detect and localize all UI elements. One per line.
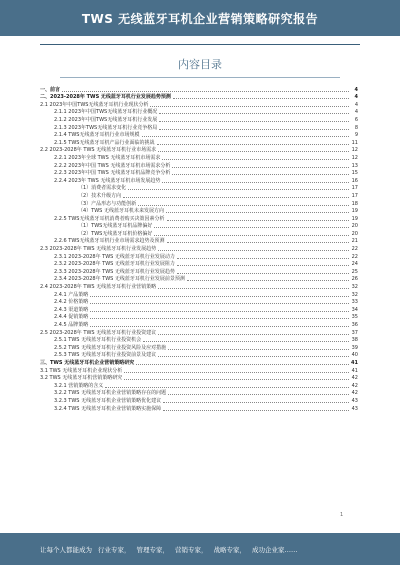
toc-entry-title: 2.4 2023-2028年 TWS 无线蓝牙耳机行业营销策略: [40, 284, 157, 291]
toc-entry[interactable]: [40, 358, 358, 366]
toc-leader-dots: [105, 384, 349, 388]
toc-entry[interactable]: [40, 396, 358, 404]
toc-leader-dots: [172, 164, 349, 168]
toc-entry[interactable]: [40, 404, 358, 412]
toc-leader-dots: [124, 369, 349, 373]
toc-leader-dots: [123, 194, 349, 198]
toc-entry-title: 2.4.5 品牌策略: [54, 322, 89, 328]
toc-leader-dots: [90, 315, 349, 319]
toc-entry-title: 2.3.3 2023-2028年 TWS 无线蓝牙耳机行业发展趋势: [54, 268, 175, 275]
toc-entry-title: （1）TWS无线蓝牙耳机品牌偏好: [78, 223, 153, 230]
toc-entry[interactable]: [40, 328, 358, 336]
toc-entry-title: 2.5.2 TWS 无线蓝牙耳机行业投资风险及应对措施: [54, 344, 167, 351]
footer-role: 成功企业家……: [252, 545, 298, 554]
toc-entry-page: 20: [351, 223, 358, 230]
toc-entry-title: 2.2.4 2023年 TWS 无线蓝牙耳机市场发展趋势: [54, 177, 161, 184]
toc-entry-title: 2.1.4 TWS无线蓝牙耳机行业市场规模: [54, 132, 140, 139]
toc-entry[interactable]: [40, 290, 358, 298]
toc-leader-dots: [159, 118, 349, 122]
toc-leader-dots: [162, 156, 349, 160]
toc-entry[interactable]: [40, 389, 358, 397]
toc-entry-page: 22: [351, 246, 358, 253]
toc-entry-title: 2.5.3 TWS 无线蓝牙耳机行业投资前景及建议: [54, 352, 157, 359]
toc-entry[interactable]: [40, 123, 358, 131]
toc-entry-page: 12: [351, 154, 358, 161]
toc-entry-page: 38: [351, 337, 358, 344]
toc-entry[interactable]: [40, 275, 358, 283]
report-header: [0, 0, 400, 36]
toc-entry-page: 35: [351, 314, 358, 321]
toc-entry-title: 2.2.2 2023年中国 TWS 无线蓝牙耳机市场需求分析: [54, 162, 171, 169]
table-of-contents: [40, 85, 358, 412]
toc-entry-title: 2.2.3 2023年中国 TWS 无线蓝牙耳机品牌竞争分析: [54, 170, 171, 177]
toc-entry-title: 2.1.1 2023年中国TWS无线蓝牙耳机行业概况: [54, 109, 158, 116]
toc-entry[interactable]: [40, 351, 358, 359]
toc-leader-dots: [128, 186, 349, 190]
toc-leader-dots: [158, 148, 349, 152]
page-number: 1: [340, 512, 344, 518]
toc-entry-title: 3.2.4 TWS 无线蓝牙耳机企业营销策略实施保障: [54, 405, 162, 412]
footer-role: 战略专家: [213, 545, 240, 554]
toc-entry-title: 2.2.1 2023年全球 TWS 无线蓝牙耳机市场需求: [54, 154, 161, 161]
footer-separator: ，: [162, 545, 169, 554]
toc-entry-title: 三、TWS 无线蓝牙耳机企业营销策略研究: [40, 359, 135, 366]
toc-leader-dots: [143, 338, 349, 342]
toc-entry[interactable]: [40, 93, 358, 101]
footer-role: 管理专家: [136, 545, 163, 554]
toc-entry[interactable]: [40, 191, 358, 199]
toc-entry-page: 39: [351, 344, 358, 351]
toc-leader-dots: [157, 141, 350, 145]
toc-leader-dots: [124, 376, 349, 380]
toc-leader-dots: [90, 323, 349, 327]
toc-leader-dots: [163, 399, 349, 403]
toc-entry[interactable]: [40, 222, 358, 230]
report-title: TWS 无线蓝牙耳机企业营销策略研究报告: [81, 11, 319, 26]
toc-entry-page: 17: [351, 192, 358, 199]
toc-entry[interactable]: [40, 100, 358, 108]
toc-entry-title: 2.4.4 促销策略: [54, 314, 89, 321]
toc-entry-title: （2）技术升级方向: [78, 192, 122, 199]
toc-leader-dots: [163, 407, 349, 411]
toc-entry-page: 42: [351, 382, 358, 389]
footer-separator: ，: [239, 545, 246, 554]
toc-leader-dots: [162, 179, 349, 183]
toc-entry-title: 一、前言: [40, 86, 61, 93]
toc-entry[interactable]: [40, 85, 358, 93]
toc-entry[interactable]: [40, 298, 358, 306]
toc-entry[interactable]: [40, 115, 358, 123]
toc-leader-dots: [167, 217, 350, 221]
toc-entry-title: （2）TWS无线蓝牙耳机价格偏好: [78, 230, 153, 237]
toc-leader-dots: [166, 209, 349, 213]
toc-leader-dots: [159, 110, 349, 114]
toc-entry-page: 19: [351, 208, 358, 215]
toc-entry-page: 21: [351, 238, 358, 245]
toc-entry-title: 2.4.1 产品策略: [54, 291, 89, 298]
toc-entry[interactable]: [40, 237, 358, 245]
toc-entry-page: 33: [351, 299, 358, 306]
toc-entry-title: （1）消费者需求变化: [78, 185, 127, 192]
toc-entry[interactable]: [40, 366, 358, 374]
toc-entry-page: 36: [351, 322, 358, 328]
toc-leader-dots: [154, 232, 349, 236]
toc-entry-page: 20: [351, 230, 358, 237]
toc-entry-page: 9: [354, 132, 358, 139]
toc-entry-page: 4: [354, 101, 358, 108]
toc-entry-page: 25: [351, 268, 358, 275]
toc-leader-dots: [168, 391, 349, 395]
toc-entry[interactable]: [40, 282, 358, 290]
toc-entry-title: 3.2 TWS 无线蓝牙耳机营销策略研究: [40, 375, 123, 382]
toc-entry-title: 2.2.5 TWS无线蓝牙耳机消费者购买决策因素分析: [54, 215, 165, 222]
toc-leader-dots: [90, 308, 349, 312]
toc-entry-title: 2.3.4 2023-2028年 TWS 无线蓝牙耳机行业发展前景预测: [54, 276, 185, 283]
toc-leader-dots: [158, 247, 349, 251]
toc-leader-dots: [158, 285, 349, 289]
toc-entry-title: 2.1.3 2023年TWS无线蓝牙耳机行业竞争格局: [54, 124, 158, 131]
footer-role: 行业专家: [98, 545, 124, 554]
toc-entry[interactable]: [40, 260, 358, 268]
toc-entry-page: 43: [351, 405, 358, 412]
toc-title-divider: [60, 77, 340, 78]
toc-leader-dots: [172, 171, 349, 175]
toc-leader-dots: [159, 126, 349, 130]
toc-entry[interactable]: [40, 161, 358, 169]
footer-roles: [98, 545, 298, 554]
toc-entry-title: 2.4.2 价格策略: [54, 299, 89, 306]
toc-entry[interactable]: [40, 108, 358, 116]
toc-entry-page: 24: [351, 261, 358, 268]
toc-entry-title: 3.1 TWS 无线蓝牙耳机企业现状分析: [40, 367, 123, 374]
toc-entry-page: 43: [351, 397, 358, 404]
footer-slogan: 让每个人都能成为: [40, 545, 92, 554]
toc-entry[interactable]: [40, 184, 358, 192]
toc-entry-title: 2.5 2023-2028年 TWS 无线蓝牙耳机行业投资建议: [40, 329, 157, 336]
toc-leader-dots: [168, 346, 349, 350]
toc-entry-title: 2.1.2 2023年中国TWS无线蓝牙耳机行业发展: [54, 116, 158, 123]
toc-entry[interactable]: [40, 199, 358, 207]
toc-entry-title: 2.4.3 渠道策略: [54, 306, 89, 313]
toc-entry-page: 41: [351, 359, 358, 366]
toc-leader-dots: [62, 88, 349, 92]
toc-entry-page: 16: [351, 177, 358, 184]
toc-title: 内容目录: [178, 58, 222, 71]
toc-entry[interactable]: [40, 214, 358, 222]
toc-entry[interactable]: [40, 305, 358, 313]
toc-entry-page: 40: [351, 352, 358, 359]
toc-entry-title: 2.3.2 2023-2028年 TWS 无线蓝牙耳机行业发展阻力: [54, 261, 175, 268]
toc-entry[interactable]: [40, 267, 358, 275]
toc-entry-title: （4）TWS 无线蓝牙耳机未来发展方向: [78, 208, 164, 215]
toc-entry-page: 37: [351, 329, 358, 336]
header-divider: [40, 44, 360, 45]
toc-entry-page: 19: [351, 215, 358, 222]
toc-entry-page: 41: [351, 367, 358, 374]
toc-entry-title: 3.2.2 TWS 无线蓝牙耳机企业营销策略存在的问题: [54, 390, 167, 397]
toc-entry-page: 4: [354, 94, 358, 101]
toc-entry-page: 6: [354, 116, 358, 123]
toc-entry-page: 15: [351, 170, 358, 177]
toc-entry[interactable]: [40, 252, 358, 260]
toc-leader-dots: [136, 361, 349, 365]
toc-entry-title: 3.2.3 TWS 无线蓝牙耳机企业营销策略优化建议: [54, 397, 162, 404]
toc-leader-dots: [177, 255, 349, 259]
toc-entry-page: 26: [351, 276, 358, 283]
toc-entry-page: 17: [351, 185, 358, 192]
toc-leader-dots: [90, 293, 349, 297]
toc-entry-title: （3）产品形态与功能创新: [78, 200, 137, 207]
toc-entry-page: 13: [351, 162, 358, 169]
toc-entry-page: 18: [351, 200, 358, 207]
toc-leader-dots: [90, 300, 349, 304]
toc-entry-page: 11: [351, 139, 358, 146]
toc-entry[interactable]: [40, 176, 358, 184]
footer-separator: ，: [201, 545, 208, 554]
toc-entry-title: 2.5.1 TWS 无线蓝牙耳机行业投资机会: [54, 337, 142, 344]
toc-leader-dots: [177, 270, 349, 274]
toc-entry-page: 32: [351, 291, 358, 298]
toc-entry[interactable]: [40, 336, 358, 344]
toc-entry[interactable]: [40, 313, 358, 321]
toc-leader-dots: [187, 277, 349, 281]
toc-leader-dots: [138, 202, 349, 206]
toc-entry[interactable]: [40, 138, 358, 146]
toc-entry-title: 2.1.5 TWS无线蓝牙耳机产品行业面临的挑战: [54, 139, 155, 146]
footer-separator: ，: [124, 545, 131, 554]
toc-entry-page: 34: [351, 306, 358, 313]
toc-leader-dots: [154, 224, 349, 228]
toc-entry[interactable]: [40, 229, 358, 237]
toc-entry-title: 2.1 2023年中国TWS无线蓝牙耳机行业现状分析: [40, 101, 149, 108]
toc-leader-dots: [167, 239, 350, 243]
toc-entry[interactable]: [40, 374, 358, 382]
toc-entry-title: 2.3 2023-2028年 TWS 无线蓝牙耳机行业发展趋势: [40, 246, 157, 253]
toc-entry-title: 2.2 2023-2028年 TWS 无线蓝牙耳机行业市场需求: [40, 147, 157, 154]
toc-entry-page: 42: [351, 375, 358, 382]
toc-entry-page: 32: [351, 284, 358, 291]
toc-entry[interactable]: [40, 153, 358, 161]
toc-entry-title: 2.3.1 2023-2028年 TWS 无线蓝牙耳机行业发展动力: [54, 253, 175, 260]
footer-banner: [0, 533, 400, 565]
toc-leader-dots: [142, 133, 350, 137]
toc-entry[interactable]: [40, 381, 358, 389]
toc-entry-title: 3.2.1 营销策略的含义: [54, 382, 104, 389]
toc-entry[interactable]: [40, 320, 358, 328]
toc-entry[interactable]: [40, 244, 358, 252]
toc-entry-page: 12: [351, 147, 358, 154]
toc-leader-dots: [177, 262, 349, 266]
toc-entry-title: 二、2023-2028年 TWS 无线蓝牙耳机行业发展趋势预测: [40, 94, 171, 101]
toc-entry[interactable]: [40, 343, 358, 351]
toc-entry-title: 2.2.6 TWS无线蓝牙耳机行业市场需求趋势及预测: [54, 238, 165, 245]
toc-entry-page: 4: [354, 86, 358, 93]
toc-leader-dots: [173, 95, 349, 99]
toc-entry[interactable]: [40, 131, 358, 139]
footer-role: 营销专家: [175, 545, 201, 554]
toc-leader-dots: [158, 331, 349, 335]
toc-leader-dots: [158, 353, 349, 357]
toc-entry[interactable]: [40, 146, 358, 154]
toc-entry-page: 8: [354, 124, 358, 131]
toc-leader-dots: [150, 103, 349, 107]
toc-entry-page: 42: [351, 390, 358, 397]
toc-entry[interactable]: [40, 207, 358, 215]
toc-entry-page: 4: [354, 109, 358, 116]
toc-entry-page: 22: [351, 253, 358, 260]
toc-entry[interactable]: [40, 169, 358, 177]
